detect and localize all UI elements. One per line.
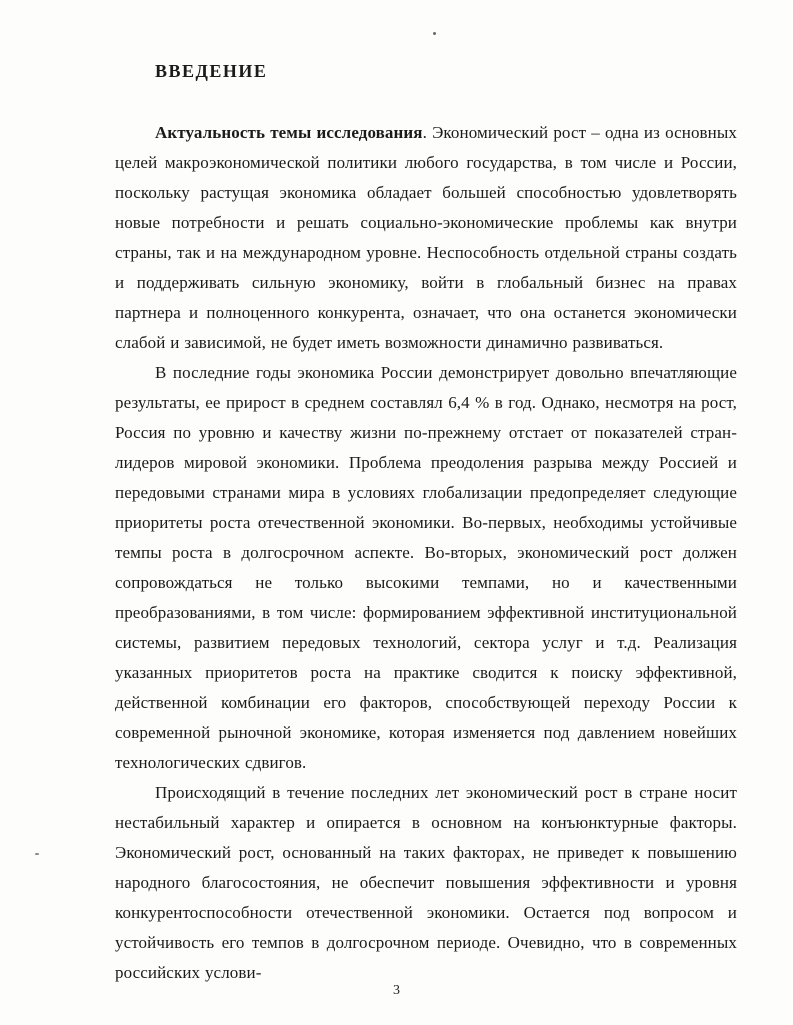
page-title: ВВЕДЕНИЕ (155, 61, 268, 81)
paragraph-text: В последние годы экономика России демонстрирует довольно впечатляющие результаты, ее прирост в среднем составлял 6,4 % в год. Однако, несмотря на рост, Россия по уровню и качеству жизни по-прежнему отстает от показателей стран-лидеров мировой экономики. Проблема преодоления разрыва между Россией и передовыми странами мира в условиях глобализации предопределяет следующие приоритеты роста отечественной экономики. Во-первых, необходимы устойчивые темпы роста в долгосрочном аспекте. Во-вторых, экономический рост должен сопровождаться не только высокими темпами, но и качественными преобразованиями, в том числе: формированием эффективной институциональной системы, развитием передовых технологий, сектора услуг и т.д. Реализация указанных приоритетов роста на практике сводится к поиску эффективной, действенной комбинации его факторов, способствующей переходу России к современной рыночной экономике, которая изменяется под давлением новейших технологических сдвигов. (115, 363, 737, 772)
scan-speck-left (35, 853, 39, 855)
paragraph-text: . Экономический рост – одна из основных целей макроэкономической политики любого государства, в том числе и России, поскольку растущая экономика обладает большей способностью удовлетворять новые потребности и решать социально-экономические проблемы как внутри страны, так и на международном уровне. Неспособность отдельной страны создать и поддерживать сильную экономику, войти в глобальный бизнес на правах партнера и полноценного конкурента, означает, что она останется экономически слабой и зависимой, не будет иметь возможности динамично развиваться. (115, 123, 737, 352)
paragraph-text: Происходящий в течение последних лет экономический рост в стране носит нестабильный характер и опирается в основном на конъюнктурные факторы. Экономический рост, основанный на таких факторах, не приведет к повышению народного благосостояния, не обеспечит повышения эффективности и уровня конкурентоспособности отечественной экономики. Остается под вопросом и устойчивость его темпов в долгосрочном периоде. Очевидно, что в современных российских услови- (115, 783, 737, 982)
paragraph (115, 118, 737, 358)
page-number: 3 (393, 983, 400, 998)
paragraph (115, 778, 737, 988)
text-block (115, 60, 737, 988)
paragraph-bold-lead: Актуальность темы исследования (155, 123, 423, 142)
paragraph (115, 358, 737, 778)
scan-speck-top (433, 32, 436, 35)
